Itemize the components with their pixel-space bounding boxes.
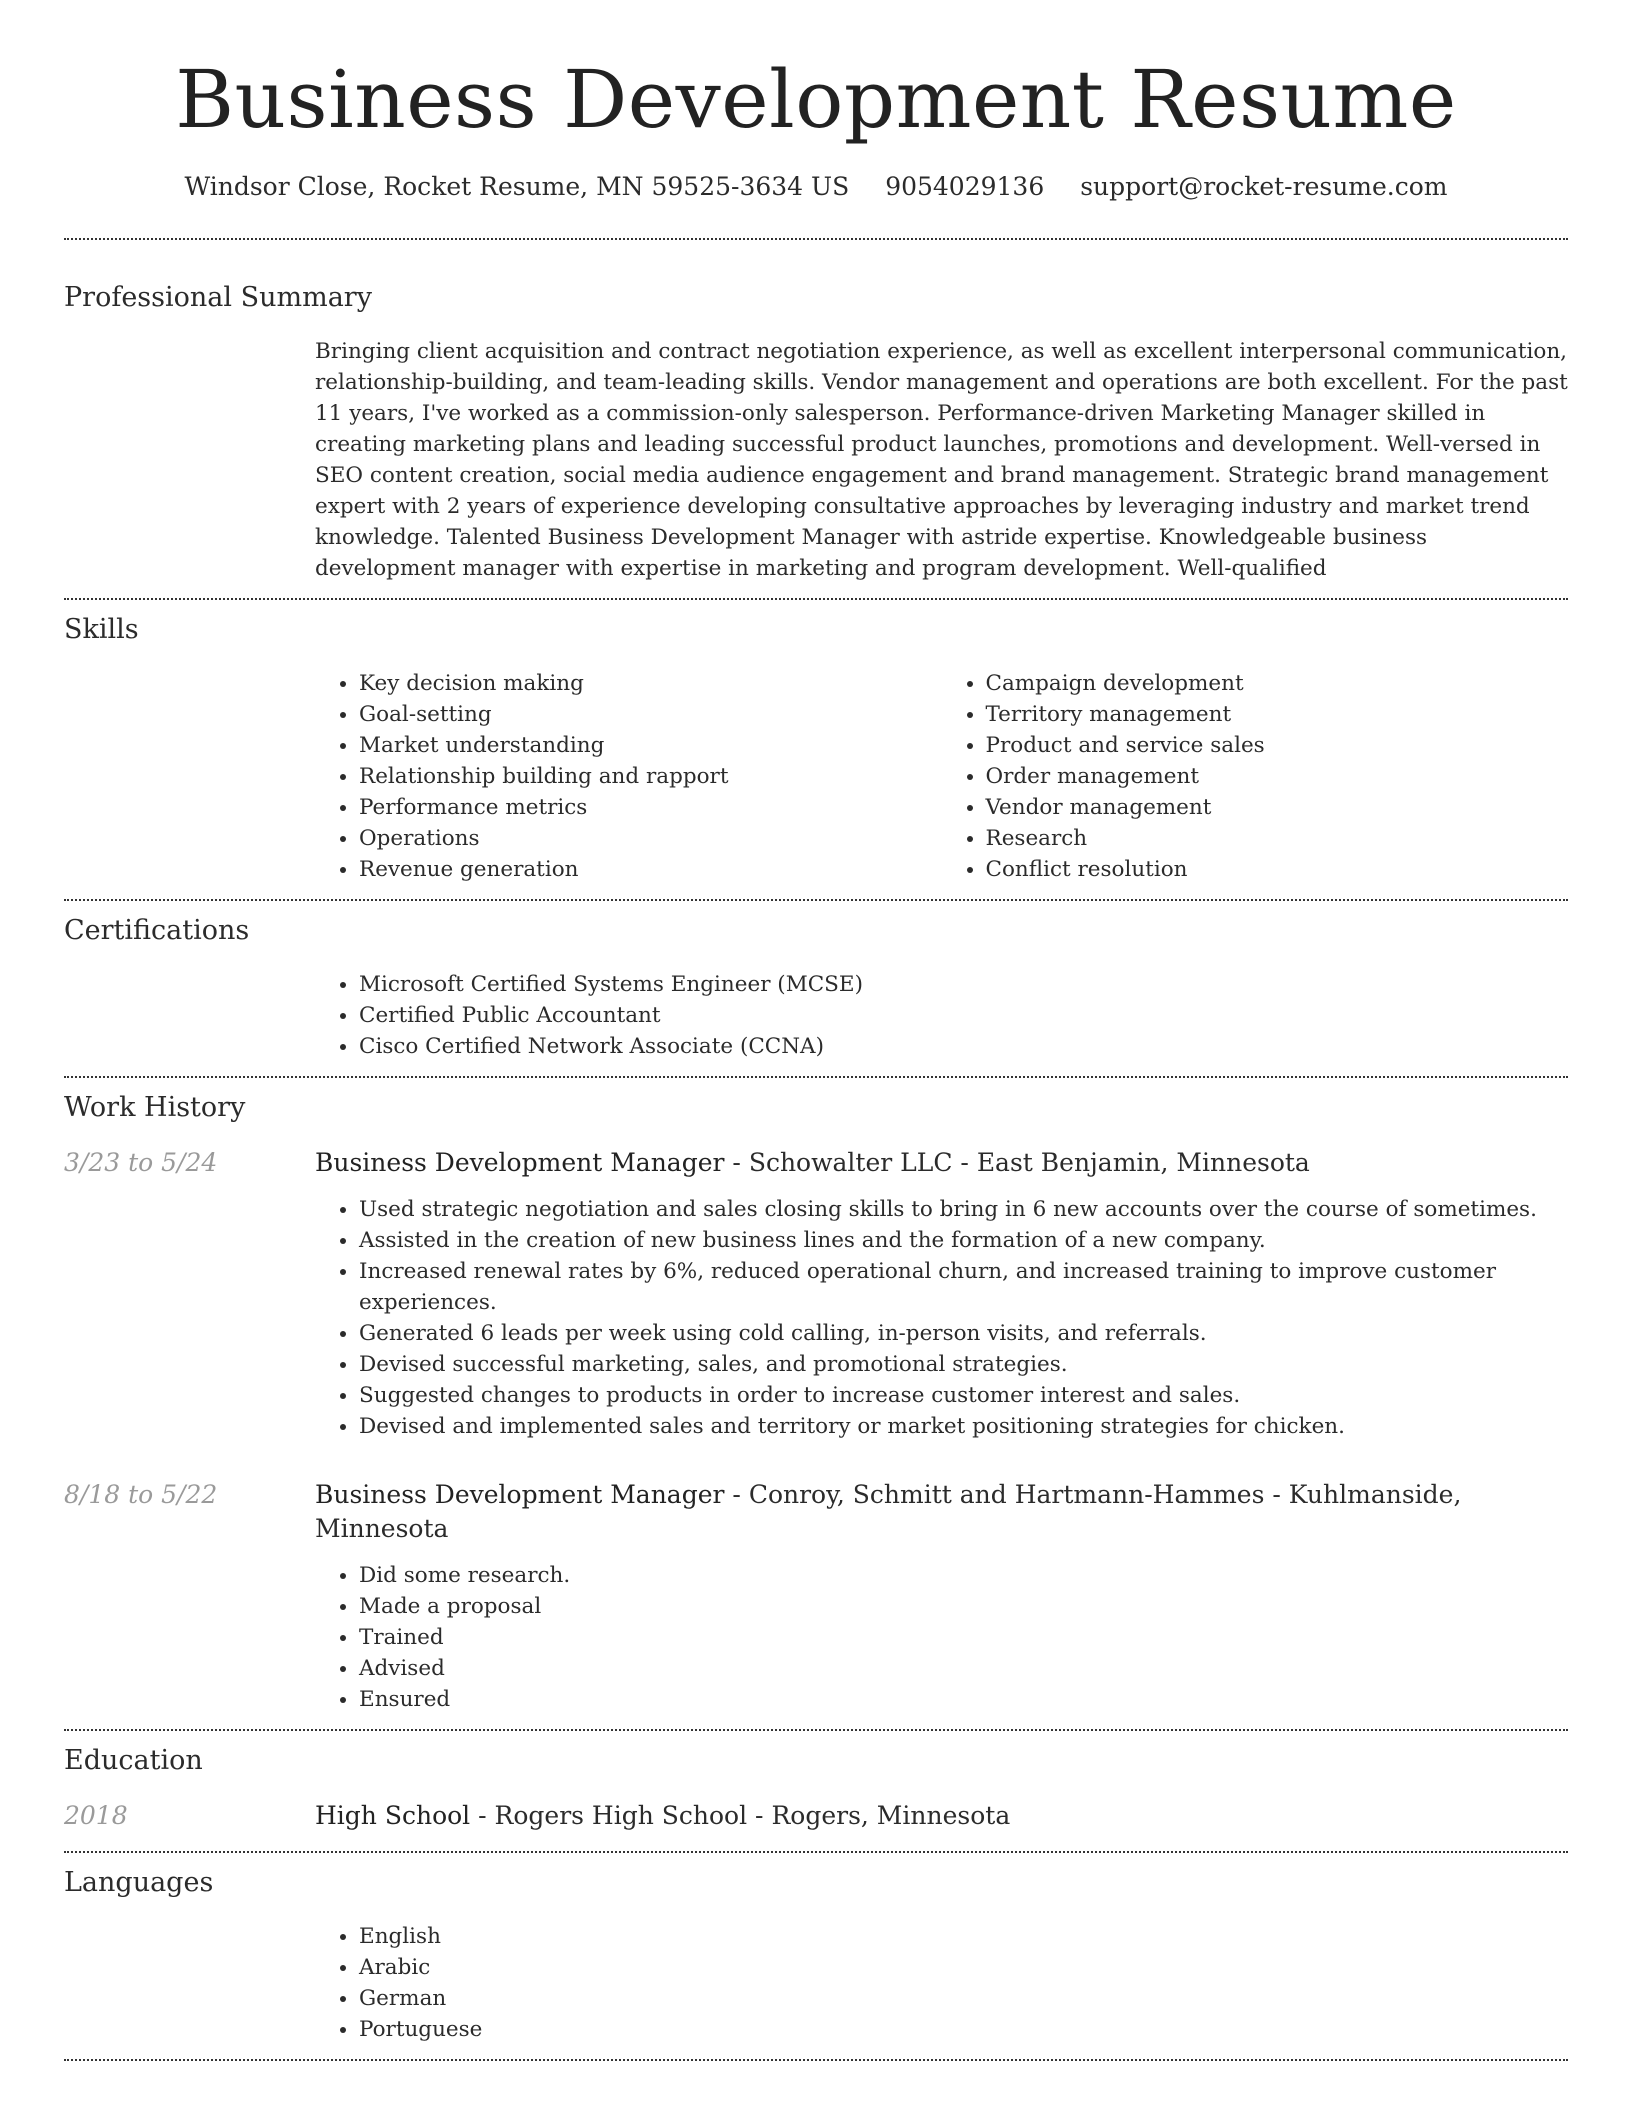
education-heading-line <box>315 1799 1010 1833</box>
job-bullet: • Ensured <box>359 1684 1568 1715</box>
education-heading: Education <box>64 1745 203 1776</box>
job-entry <box>64 1146 1568 1478</box>
skill-item: • Revenue generation <box>359 854 942 885</box>
skill-item: • Order management <box>986 761 1569 792</box>
section-divider <box>64 2059 1568 2061</box>
work-history-heading: Work History <box>64 1092 246 1123</box>
job-bullet: • Advised <box>359 1653 1568 1684</box>
education-entry <box>64 1799 1568 1851</box>
work-history-section <box>64 1078 1568 1729</box>
summary-section <box>64 240 1568 598</box>
job-bullet: • Made a proposal <box>359 1591 1568 1622</box>
job-bullet: • Increased renewal rates by 6%, reduced operational churn, and increased training to improve customer experiences. <box>359 1256 1568 1318</box>
resume-title: Business Development Resume <box>175 53 1457 146</box>
skills-list-right <box>942 668 1569 885</box>
languages-section <box>64 1853 1568 2059</box>
job-bullet: • Devised successful marketing, sales, and promotional strategies. <box>359 1349 1568 1380</box>
skill-item: • Market understanding <box>359 730 942 761</box>
skill-item: • Conflict resolution <box>986 854 1569 885</box>
skill-item: • Territory management <box>986 699 1569 730</box>
skill-item: • Product and service sales <box>986 730 1569 761</box>
language-item: • English <box>359 1921 1568 1952</box>
skills-heading: Skills <box>64 614 139 645</box>
job-entry <box>64 1478 1568 1729</box>
certifications-list <box>315 969 1568 1062</box>
languages-list <box>315 1921 1568 2045</box>
separator: - <box>747 1801 772 1830</box>
certifications-section <box>64 901 1568 1076</box>
languages-heading: Languages <box>64 1867 214 1898</box>
job-bullet: • Trained <box>359 1622 1568 1653</box>
skill-item: • Relationship building and rapport <box>359 761 942 792</box>
job-header <box>64 1478 1568 1546</box>
education-location: Rogers, Minnesota <box>771 1801 1011 1830</box>
job-company: Conroy, Schmitt and Hartmann-Hammes <box>748 1480 1265 1509</box>
job-bullet: • Generated 6 leads per week using cold calling, in-person visits, and referrals. <box>359 1318 1568 1349</box>
job-location: Kuhlmanside, Minnesota <box>315 1480 1462 1543</box>
certifications-heading: Certifications <box>64 915 250 946</box>
separator: - <box>1264 1480 1289 1509</box>
skill-item: • Campaign development <box>986 668 1569 699</box>
job-title: Business Development Manager <box>315 1480 725 1509</box>
summary-text: Bringing client acquisition and contract negotiation experience, as well as excellent interpersonal communication, relationship-building, and team-leading skills. Vendor management and operations are both excellent. For the past 11 years, I've worked as a commission-only salesperson. Performance-driven Marketing Manager skilled in creating marketing plans and leading successful product launches, promotions and development. Well-versed in SEO content creation, social media audience engagement and brand management. Strategic brand management expert with 2 years of experience developing consultative approaches by leveraging industry and market trend knowledge. Talented Business Development Manager with astride expertise. Knowledgeable business development manager with expertise in marketing and program development. Well-qualified <box>315 339 1568 581</box>
certifications-content <box>315 969 1568 1076</box>
job-bullet: • Used strategic negotiation and sales closing skills to bring in 6 new accounts over the course of sometimes. <box>359 1194 1568 1225</box>
certification-item: • Microsoft Certified Systems Engineer (MCSE) <box>359 969 1568 1000</box>
language-item: • Portuguese <box>359 2014 1568 2045</box>
job-bullet: • Assisted in the creation of new business lines and the formation of a new company. <box>359 1225 1568 1256</box>
summary-content <box>315 336 1568 598</box>
certification-item: • Cisco Certified Network Associate (CCNA) <box>359 1031 1568 1062</box>
job-company: Schowalter LLC <box>748 1148 953 1177</box>
education-degree: High School <box>315 1801 471 1830</box>
skill-item: • Performance metrics <box>359 792 942 823</box>
job-location: East Benjamin, Minnesota <box>976 1148 1310 1177</box>
job-heading <box>315 1146 1310 1180</box>
job-bullet: • Suggested changes to products in order to increase customer interest and sales. <box>359 1380 1568 1411</box>
summary-heading: Professional Summary <box>64 282 372 313</box>
language-item: • German <box>359 1983 1568 2014</box>
skill-item: • Vendor management <box>986 792 1569 823</box>
education-year: 2018 <box>64 1801 128 1830</box>
job-bullets <box>315 1194 1568 1442</box>
skills-list-left <box>315 668 942 885</box>
job-dates: 3/23 to 5/24 <box>64 1148 218 1177</box>
contact-address: Windsor Close, Rocket Resume, MN 59525-3634 US <box>184 172 850 201</box>
job-dates: 8/18 to 5/22 <box>64 1480 218 1509</box>
certification-item: • Certified Public Accountant <box>359 1000 1568 1031</box>
language-item: • Arabic <box>359 1952 1568 1983</box>
skill-item: • Goal-setting <box>359 699 942 730</box>
separator: - <box>470 1801 495 1830</box>
languages-content <box>315 1921 1568 2059</box>
job-bullet-list <box>315 1194 1568 1442</box>
skill-item: • Key decision making <box>359 668 942 699</box>
contact-email: support@rocket-resume.com <box>1080 172 1448 201</box>
skill-item: • Research <box>986 823 1569 854</box>
skills-section <box>64 600 1568 899</box>
job-header <box>64 1146 1568 1180</box>
job-title: Business Development Manager <box>315 1148 725 1177</box>
skill-item: • Operations <box>359 823 942 854</box>
separator: - <box>952 1148 977 1177</box>
job-bullets <box>315 1560 1568 1715</box>
job-bullet-list <box>315 1560 1568 1715</box>
separator: - <box>724 1480 749 1509</box>
job-bullet: • Devised and implemented sales and territory or market positioning strategies for chicken. <box>359 1411 1568 1442</box>
contact-phone: 9054029136 <box>885 172 1045 201</box>
separator: - <box>724 1148 749 1177</box>
education-school: Rogers High School <box>494 1801 748 1830</box>
job-bullet: • Did some research. <box>359 1560 1568 1591</box>
job-heading <box>315 1478 1568 1546</box>
skills-content <box>315 668 1568 899</box>
contact-line <box>64 170 1568 204</box>
education-section <box>64 1731 1568 1851</box>
